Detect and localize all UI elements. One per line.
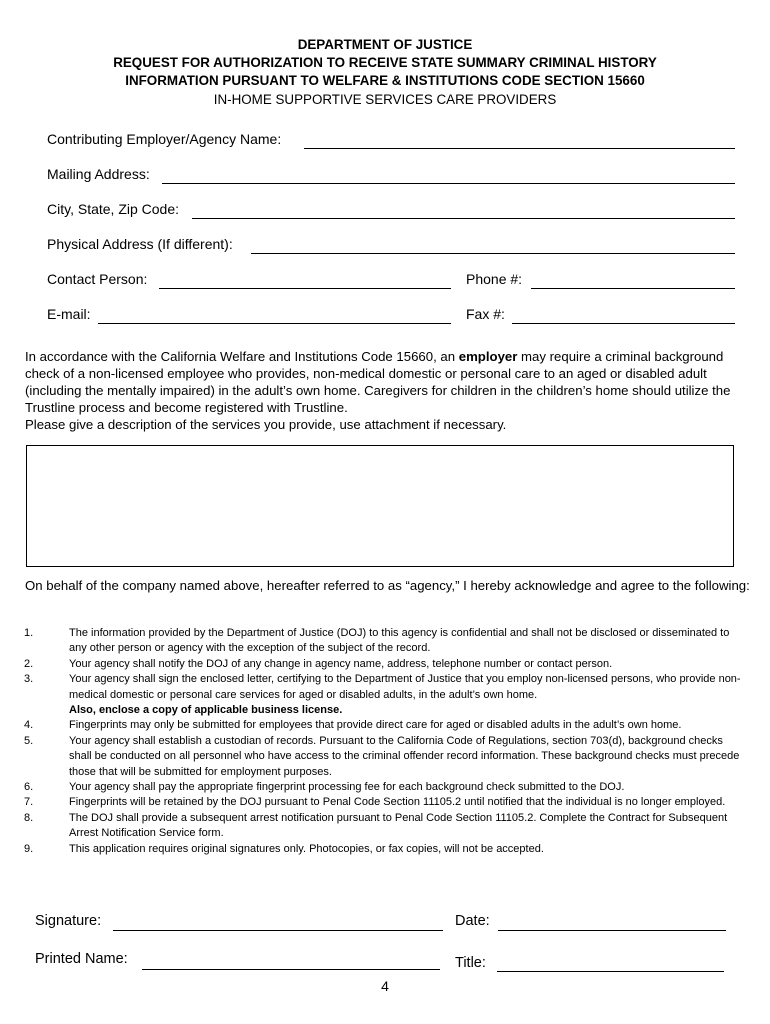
business-license-note: Also, enclose a copy of applicable business license.	[69, 704, 343, 717]
physical-address-field[interactable]	[251, 253, 735, 254]
services-description-box[interactable]	[26, 445, 734, 567]
list-item: 3. Your agency shall sign the enclosed letter, certifying to the Department of Justice that you employ non-licensed persons, who provide non-medical domestic or personal care services for aged or disabled adults, in the adult’s own home. Also, enclose a copy of applicable business license.	[22, 672, 747, 718]
list-item: 4. Fingerprints may only be submitted for employees that provide direct care for aged or disabled adults in the adult’s own home.	[24, 719, 682, 732]
description-instruction: Please give a description of the services you provide, use attachment if necessary.	[25, 417, 507, 432]
title-field[interactable]	[497, 971, 724, 972]
intro-text-start: In accordance with the California Welfare and Institutions Code 15660, an	[25, 349, 459, 364]
page-number: 4	[381, 978, 389, 994]
physical-address-label: Physical Address (If different):	[47, 236, 233, 252]
list-item: 5. Your agency shall establish a custodian of records. Pursuant to the California Code of Regulations, section 703(d), background checks shall be conducted on all personnel who have access to the criminal offender record information. These background checks must precede those that will be submitted for employment purposes.	[24, 734, 740, 778]
acknowledgement-text: On behalf of the company named above, hereafter referred to as “agency,” I hereby acknowledge and agree to the following:	[25, 578, 750, 593]
email-label: E-mail:	[47, 306, 91, 322]
fax-label: Fax #:	[466, 306, 505, 322]
intro-bold-employer: employer	[458, 349, 518, 364]
department-title: DEPARTMENT OF JUSTICE	[297, 37, 473, 52]
city-state-zip-label: City, State, Zip Code:	[47, 201, 180, 217]
list-item: 6. Your agency shall pay the appropriate fingerprint processing fee for each background check submitted to the DOJ.	[24, 781, 625, 794]
mailing-address-label: Mailing Address:	[47, 166, 150, 182]
terms-list	[22, 626, 747, 857]
email-field[interactable]	[98, 323, 451, 324]
list-item: 1. The information provided by the Department of Justice (DOJ) to this agency is confidential and shall not be disclosed or disseminated to any other person or agency with the exception of the subject of the record.	[24, 627, 730, 655]
form-subtitle: IN-HOME SUPPORTIVE SERVICES CARE PROVIDERS	[213, 92, 557, 107]
list-item: 7. Fingerprints will be retained by the DOJ pursuant to Penal Code Section 11105.2 until notified that the individual is no longer employed.	[24, 796, 726, 809]
phone-field[interactable]	[531, 288, 735, 289]
date-label: Date:	[455, 913, 490, 929]
employer-name-label: Contributing Employer/Agency Name:	[47, 131, 282, 147]
mailing-address-field[interactable]	[162, 183, 735, 184]
printed-name-label: Printed Name:	[35, 951, 128, 967]
signature-label: Signature:	[35, 913, 102, 929]
date-field[interactable]	[498, 930, 726, 931]
list-item: 9. This application requires original signatures only. Photocopies, or fax copies, will not be accepted.	[24, 842, 544, 855]
contact-person-field[interactable]	[159, 288, 451, 289]
fax-field[interactable]	[512, 323, 735, 324]
contact-person-label: Contact Person:	[47, 271, 148, 287]
intro-paragraph	[25, 348, 750, 433]
form-title-line1: REQUEST FOR AUTHORIZATION TO RECEIVE STATE SUMMARY CRIMINAL HISTORY	[113, 55, 657, 70]
form-title-line2: INFORMATION PURSUANT TO WELFARE & INSTITUTIONS CODE SECTION 15660	[125, 73, 645, 88]
list-item: 2. Your agency shall notify the DOJ of any change in agency name, address, telephone number or contact person.	[24, 657, 613, 670]
title-label: Title:	[455, 955, 486, 971]
city-state-zip-field[interactable]	[192, 218, 735, 219]
list-item: 8. The DOJ shall provide a subsequent arrest notification pursuant to Penal Code Section 11105.2. Complete the Contract for Subsequent Arrest Notification Service form.	[24, 811, 728, 840]
employer-name-field[interactable]	[304, 148, 735, 149]
intro-text-end: may require a criminal background check of a non-licensed employee who provides, non-medical domestic or personal care to an aged or disabled adult (including the mentally impaired) in the adult’s own home. Caregivers for children in the children’s home should utilize the Trustline process and become registered with Trustline.	[25, 349, 731, 415]
signature-field[interactable]	[113, 930, 443, 931]
printed-name-field[interactable]	[142, 969, 440, 970]
phone-label: Phone #:	[466, 271, 523, 287]
